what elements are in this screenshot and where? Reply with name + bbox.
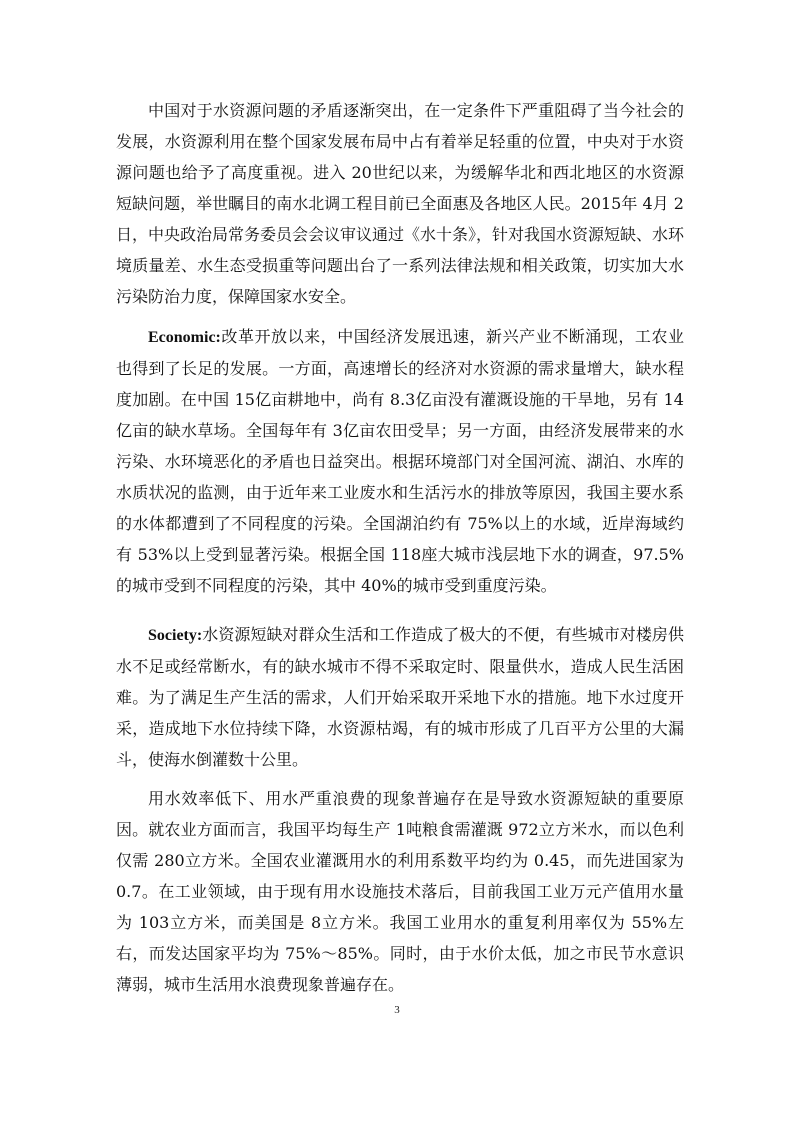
paragraph-society [116, 619, 684, 775]
page-number: 3 [394, 1004, 400, 1016]
economic-body: 改革开放以来，中国经济发展迅速，新兴产业不断涌现，工农业也得到了长足的发展。一方面，高速增长的经济对水资源的需求量增大，缺水程度加剧。在中国 15亿亩耕地中，尚有 8.3亿亩没有灌溉设施的干旱地，另有 14亿亩的缺水草场。全国每年有 3亿亩农田受旱；另一方面，由经济发展带来的水污染、水环境恶化的矛盾也日益突出。根据环境部门对全国河流、湖泊、水库的水质状况的监测，由于近年来工业废水和生活污水的排放等原因，我国主要水系的水体都遭到了不同程度的污染。全国湖泊约有 75%以上的水域，近岸海域约有 53%以上受到显著污染。根据全国 118座大城市浅层地下水的调查，97.5%的城市受到不同程度的污染，其中 40%的城市受到重度污染。 [116, 327, 684, 595]
paragraph-economic [116, 321, 684, 601]
paragraph-water-efficiency: 用水效率低下、用水严重浪费的现象普遍存在是导致水资源短缺的重要原因。就农业方面而言，我国平均每生产 1吨粮食需灌溉 972立方米水，而以色利仅需 280立方米。全国农业灌溉用水的利用系数平均约为 0.45，而先进国家为 0.7。在工业领域，由于现有用水设施技术落后，目前我国工业万元产值用水量为 103立方米，而美国是 8立方米。我国工业用水的重复利用率仅为 55%左右，而发达国家平均为 75%～85%。同时，由于水价太低，加之市民节水意识薄弱，城市生活用水浪费现象普遍存在。 [116, 789, 684, 994]
paragraph-water-issues-intro: 中国对于水资源问题的矛盾逐渐突出，在一定条件下严重阻碍了当今社会的发展，水资源利用在整个国家发展布局中占有着举足轻重的位置，中央对于水资源问题也给予了高度重视。进入 20世纪以来，为缓解华北和西北地区的水资源短缺问题，举世瞩目的南水北调工程目前已全面惠及各地区人民。2015年 4月 2日，中央政治局常务委员会会议审议通过《水十条》，针对我国水资源短缺、水环境质量差、水生态受损重等问题出台了一系列法律法规和相关政策，切实加大水污染防治力度，保障国家水安全。 [116, 101, 685, 306]
society-body: 水资源短缺对群众生活和工作造成了极大的不便，有些城市对楼房供水不足或经常断水，有的缺水城市不得不采取定时、限量供水，造成人民生活困难。为了满足生产生活的需求，人们开始采取开采地下水的措施。地下水过度开采，造成地下水位持续下降，水资源枯竭，有的城市形成了几百平方公里的大漏斗，使海水倒灌数十公里。 [116, 625, 684, 769]
society-heading: Society: [148, 627, 203, 644]
economic-heading: Economic: [148, 329, 221, 346]
